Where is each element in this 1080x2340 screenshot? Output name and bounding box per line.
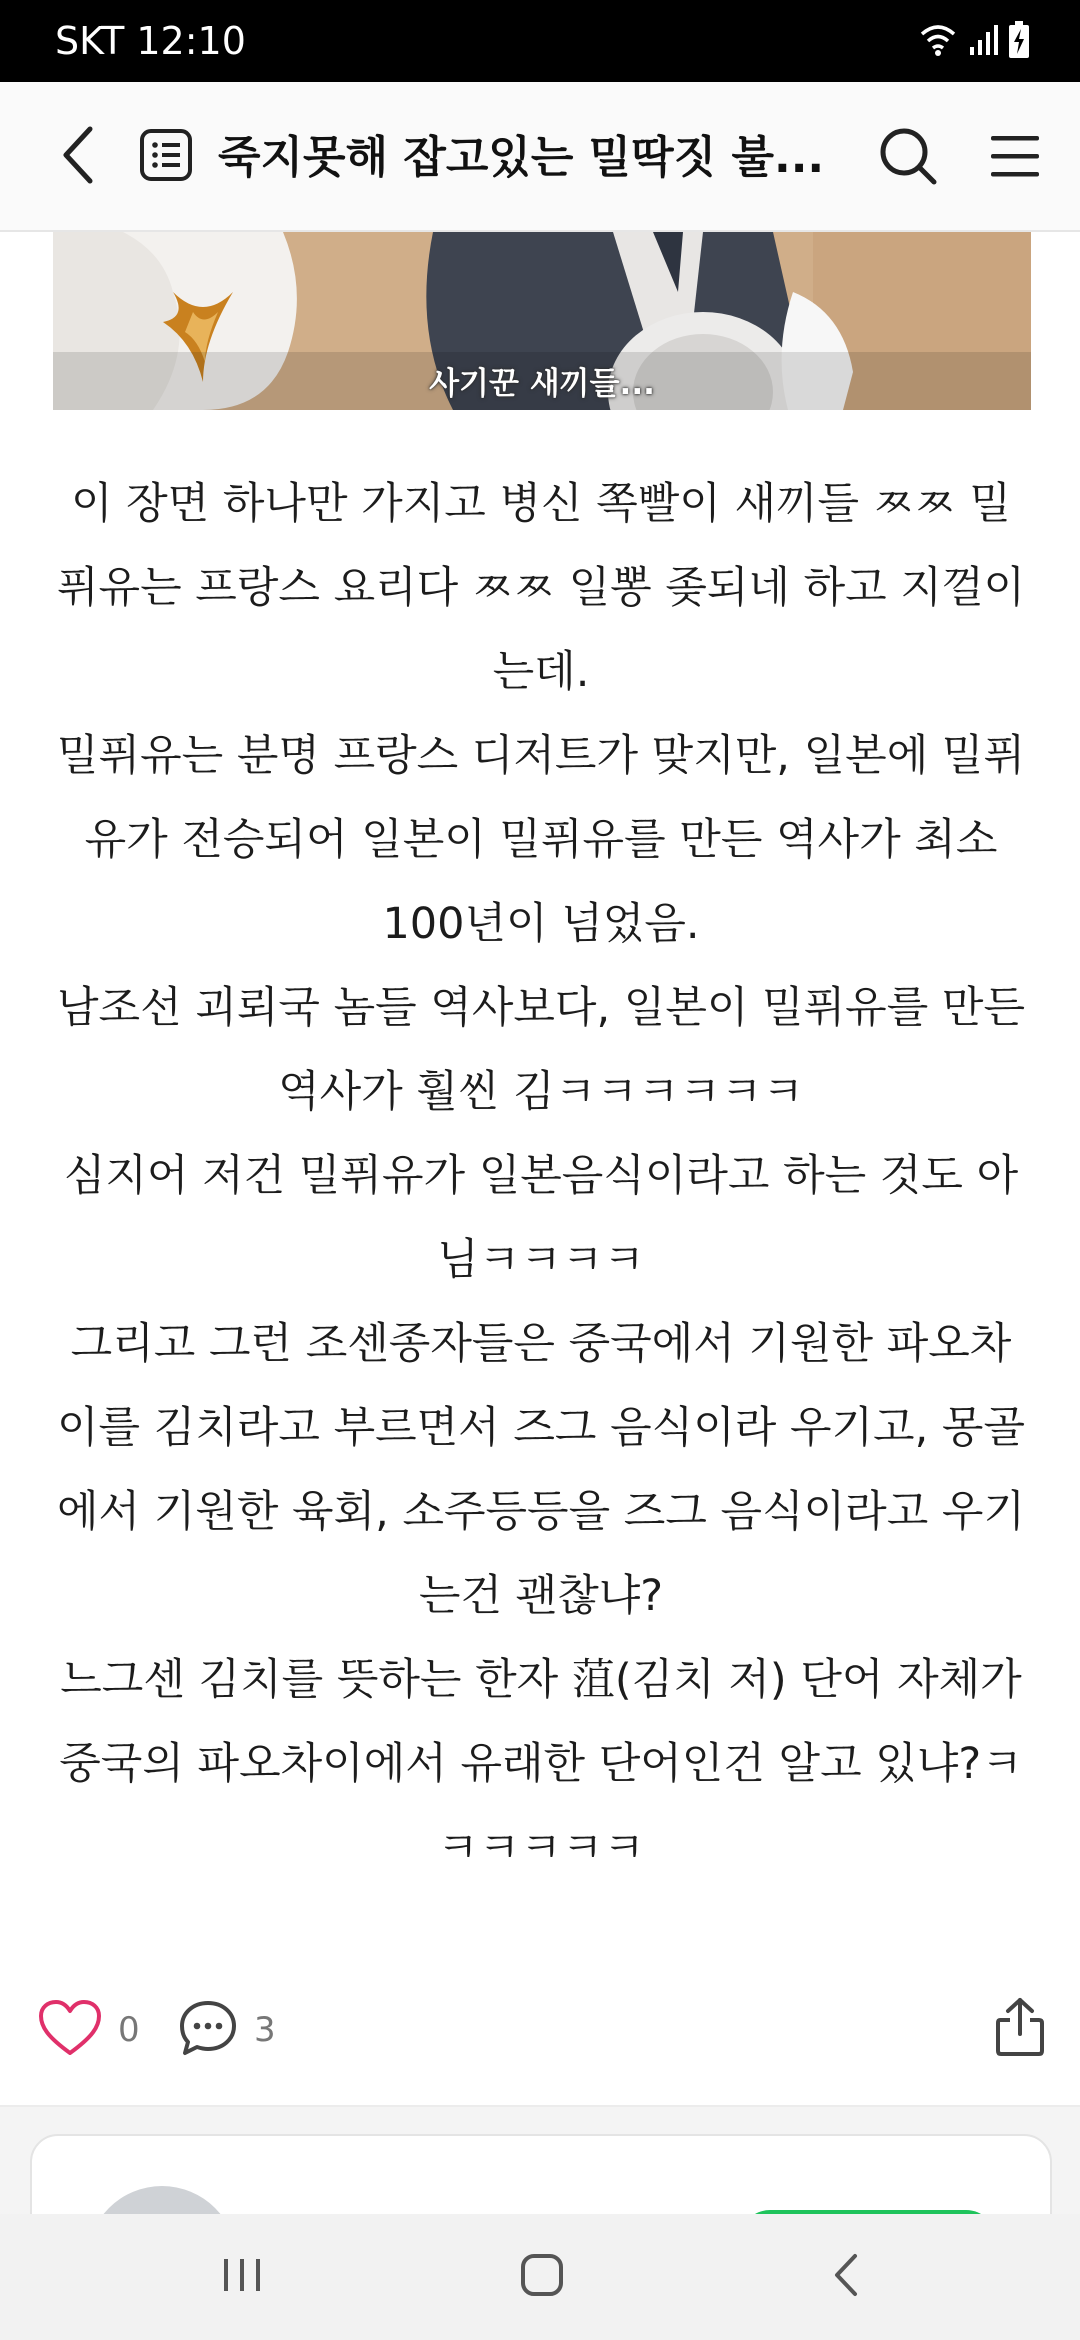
post-body: [52, 462, 1030, 1890]
back-arrow-icon: [60, 125, 100, 189]
like-button[interactable]: [38, 1994, 140, 2066]
comment-button[interactable]: [178, 1994, 276, 2066]
status-bar: [0, 0, 1080, 82]
app-header: [0, 82, 1080, 232]
heart-icon: [38, 1999, 102, 2061]
nav-back-icon: [831, 2252, 861, 2302]
signal-icon: [968, 23, 998, 61]
battery-charging-icon: [1008, 21, 1030, 63]
home-icon: [519, 2252, 565, 2302]
recent-apps-icon: [220, 2255, 264, 2299]
menu-button[interactable]: [975, 118, 1055, 198]
like-count: 0: [118, 2010, 140, 2050]
action-bar: [0, 1990, 1080, 2070]
post-paragraph: 남조선 괴뢰국 놈들 역사보다, 일본이 밀퓌유를 만든 역사가 훨씬 김ㅋㅋㅋㅋㅋㅋ: [57, 983, 1025, 1117]
post-paragraph: 느그센 김치를 뜻하는 한자 菹(김치 저) 단어 자체가 중국의 파오차이에서 유래한 단어인건 알고 있냐?ㅋㅋㅋㅋㅋㅋ: [59, 1655, 1023, 1873]
share-button[interactable]: [990, 1996, 1050, 2062]
comment-bubble-icon: [178, 1998, 238, 2062]
search-icon: [877, 125, 939, 191]
hamburger-menu-icon: [989, 132, 1041, 184]
document-list-icon: [138, 127, 198, 187]
wifi-icon: [918, 22, 958, 62]
nav-back-button[interactable]: [806, 2242, 886, 2312]
post-paragraph: 그리고 그런 조센종자들은 중국에서 기원한 파오차이를 김치라고 부르면서 즈그 음식이라 우기고, 몽골에서 기원한 육회, 소주등등을 즈그 음식이라고 우기는건 괜찮냐?: [57, 1319, 1025, 1621]
share-icon: [994, 1996, 1046, 2062]
nav-bar: [0, 2214, 1080, 2340]
image-caption: 사기꾼 새끼들...: [429, 366, 655, 402]
status-icons: [918, 22, 1030, 62]
recent-apps-button[interactable]: [202, 2242, 282, 2312]
back-button[interactable]: [40, 117, 120, 197]
post-paragraph: 이 장면 하나만 가지고 병신 쪽빨이 새끼들 ㅉㅉ 밀퓌유는 프랑스 요리다 ㅉㅉ 일뽕 좆되네 하고 지껄이는데.: [57, 479, 1025, 697]
post-paragraph: 밀퓌유는 분명 프랑스 디저트가 맞지만, 일본에 밀퓌유가 전승되어 일본이 밀퓌유를 만든 역사가 최소 100년이 넘었음.: [57, 731, 1025, 949]
home-button[interactable]: [502, 2242, 582, 2312]
post-image: [53, 232, 1031, 410]
search-button[interactable]: [868, 118, 948, 198]
status-time: SKT 12:10: [55, 19, 246, 63]
page-title: 죽지못해 잡고있는 밀딱짓 불...: [218, 132, 825, 183]
comment-count: 3: [254, 2010, 276, 2050]
post-paragraph: 심지어 저건 밀퓌유가 일본음식이라고 하는 것도 아님ㅋㅋㅋㅋ: [63, 1151, 1019, 1285]
